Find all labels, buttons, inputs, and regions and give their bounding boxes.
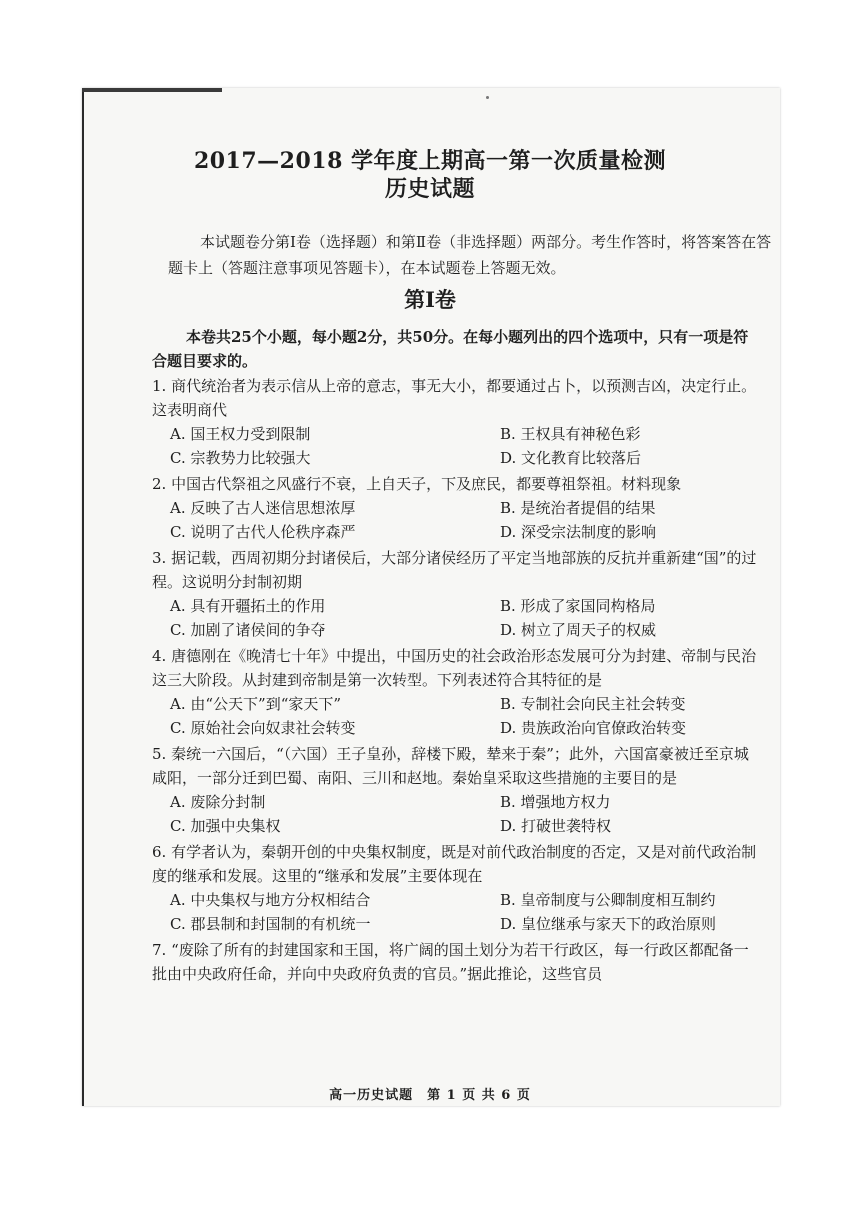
section-title: 第Ⅰ卷 [404, 287, 456, 312]
question-list [152, 325, 760, 986]
question-6 [152, 840, 760, 936]
question-1 [152, 374, 760, 470]
exam-title: 2017—2018 学年度上期高一第一次质量检测 [193, 148, 667, 174]
exam-subject: 历史试题 [384, 176, 475, 202]
scan-speck [486, 96, 489, 99]
option-d: D. 树立了周天子的权威 [500, 621, 657, 639]
option-c: C. 加强中央集权 [170, 817, 281, 835]
options [170, 422, 760, 470]
option-a: A. 中央集权与地方分权相结合 [170, 891, 371, 909]
option-b: B. 形成了家国同构格局 [500, 597, 656, 615]
option-b: B. 是统治者提倡的结果 [500, 499, 656, 517]
option-a: A. 具有开疆拓土的作用 [170, 597, 326, 615]
question-2 [152, 472, 760, 544]
question-stem: 6. 有学者认为，秦朝开创的中央集权制度，既是对前代政治制度的否定，又是对前代政治制度的继承和发展。这里的“继承和发展”主要体现在 [152, 843, 757, 885]
option-b: B. 专制社会向民主社会转变 [500, 695, 686, 713]
question-5 [152, 742, 760, 838]
page-footer: 高一历史试题 第 1 页 共 6 页 [329, 1088, 531, 1103]
option-a: A. 反映了古人迷信思想浓厚 [170, 499, 356, 517]
option-a: A. 国王权力受到限制 [170, 425, 311, 443]
option-b: B. 增强地方权力 [500, 793, 611, 811]
option-a: A. 废除分封制 [170, 793, 266, 811]
option-a: A. 由“公天下”到“家天下” [170, 695, 342, 713]
question-stem: 4. 唐德刚在《晚清七十年》中提出，中国历史的社会政治形态发展可分为封建、帝制与民治这三大阶段。从封建到帝制是第一次转型。下列表述符合其特征的是 [152, 647, 757, 689]
scan-edge-mark [82, 88, 222, 92]
option-c: C. 宗教势力比较强大 [170, 449, 311, 467]
option-c: C. 原始社会向奴隶社会转变 [170, 719, 356, 737]
question-stem: 2. 中国古代祭祖之风盛行不衰，上自天子，下及庶民，都要尊祖祭祖。材料现象 [152, 475, 682, 493]
section-instructions: 本卷共25个小题，每小题2分，共50分。在每小题列出的四个选项中，只有一项是符合题目要求的。 [152, 328, 749, 370]
options [170, 888, 760, 936]
option-b: B. 皇帝制度与公卿制度相互制约 [500, 891, 716, 909]
question-stem: 1. 商代统治者为表示信从上帝的意志，事无大小，都要通过占卜，以预测吉凶，决定行止。这表明商代 [152, 377, 757, 419]
option-c: C. 加剧了诸侯间的争夺 [170, 621, 326, 639]
option-d: D. 贵族政治向官僚政治转变 [500, 719, 687, 737]
question-4 [152, 644, 760, 740]
question-3 [152, 546, 760, 642]
question-stem: 5. 秦统一六国后，“（六国）王子皇孙，辞楼下殿，辇来于秦”；此外，六国富豪被迁至京城咸阳，一部分迁到巴蜀、南阳、三川和赵地。秦始皇采取这些措施的主要目的是 [152, 745, 749, 787]
option-d: D. 打破世袭特权 [500, 817, 612, 835]
option-d: D. 文化教育比较落后 [500, 449, 642, 467]
question-stem: 3. 据记载，西周初期分封诸侯后，大部分诸侯经历了平定当地部族的反抗并重新建“国”的过程。这说明分封制初期 [152, 549, 757, 591]
option-d: D. 皇位继承与家天下的政治原则 [500, 915, 717, 933]
option-b: B. 王权具有神秘色彩 [500, 425, 641, 443]
options [170, 790, 760, 838]
option-c: C. 郡县制和封国制的有机统一 [170, 915, 371, 933]
question-stem: 7. “废除了所有的封建国家和王国，将广阔的国土划分为若干行政区，每一行政区都配备一批由中央政府任命，并向中央政府负责的官员。”据此推论，这些官员 [152, 941, 749, 983]
question-7 [152, 938, 760, 986]
option-d: D. 深受宗法制度的影响 [500, 523, 657, 541]
options [170, 496, 760, 544]
options [170, 692, 760, 740]
option-c: C. 说明了古代人伦秩序森严 [170, 523, 356, 541]
options [170, 594, 760, 642]
exam-intro: 本试题卷分第Ⅰ卷（选择题）和第Ⅱ卷（非选择题）两部分。考生作答时，将答案答在答题卡上（答题注意事项见答题卡），在本试题卷上答题无效。 [168, 233, 772, 277]
